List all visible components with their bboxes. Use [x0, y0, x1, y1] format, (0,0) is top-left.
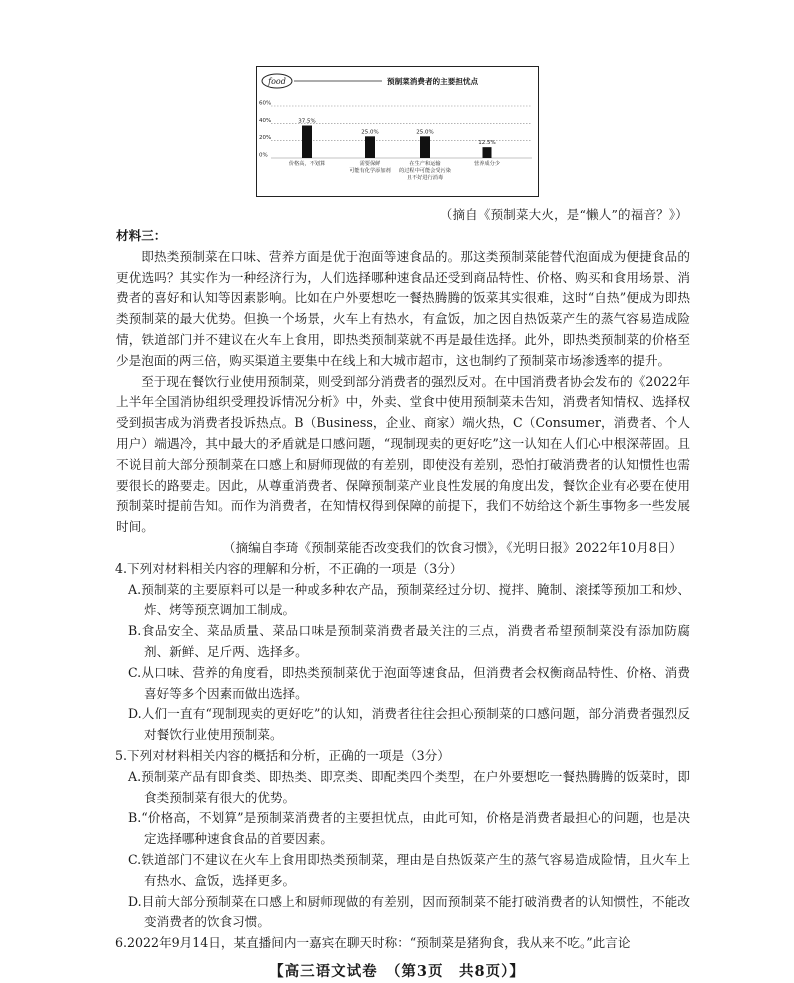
- category-label: 营养成分少: [474, 161, 500, 167]
- bar: [302, 126, 312, 159]
- y-tick-label: 40%: [259, 117, 272, 124]
- bar-chart: [257, 67, 540, 198]
- category-label: 需要保鲜: [359, 161, 381, 167]
- food-logo-text: food: [268, 77, 286, 86]
- chart-caption: （摘自《预制菜大火，是“懒人”的福音？》）: [439, 207, 688, 222]
- question-5-stem: 5.下列对材料相关内容的概括和分析，正确的一项是（3分）: [115, 747, 450, 763]
- question-5-option-d: D.目前大部分预制菜在口感上和厨师现做的有差别，因而预制菜不能打破消费者的认知惯性，不能改变消费者的饮食习惯。: [128, 893, 690, 930]
- bar-value-label: 12.5%: [478, 140, 496, 147]
- bar-value-label: 37.5%: [298, 118, 316, 125]
- material3-heading: 材料三：: [116, 228, 167, 243]
- bar-value-label: 25.0%: [416, 129, 434, 136]
- category-label: 可能有化学添加剂: [349, 168, 391, 174]
- y-tick-label: 20%: [259, 135, 272, 142]
- category-label: 的过程中可能会受污染: [399, 168, 451, 174]
- chart-title: 预制菜消费者的主要担忧点: [387, 77, 479, 86]
- question-5-option-c: C.铁道部门不建议在火车上食用即热类预制菜，理由是自热饭菜产生的蒸气容易造成险情，且火车上有热水、盒饭，选择更多。: [128, 851, 690, 888]
- bar: [420, 136, 430, 158]
- question-4-option-d: D.人们一直有“现制现卖的更好吃”的认知，消费者往往会担心预制菜的口感问题，部分消费者强烈反对餐饮行业使用预制菜。: [128, 706, 690, 743]
- material3-paragraph: 至于现在餐饮行业使用预制菜，则受到部分消费者的强烈反对。在中国消费者协会发布的《2022年上半年全国消协组织受理投诉情况分析》中，外卖、堂食中使用预制菜未告知，消费者知情权、选择权受到损害成为消费者投诉热点。B（Business，企业、商家）端火热，C（Consumer，消费者、个人用户）端遇冷，其中最大的矛盾就是口感问题，“现制现卖的更好吃”这一认知在人们心中根深蒂固。且不说目前大部分预制菜在口感上和厨师现做的有差别，即使没有差别，恐怕打破消费者的认知惯性也需要很长的路要走。因此，从尊重消费者、保障预制菜产业良性发展的角度出发，餐饮企业有必要在使用预制菜时提前告知。而作为消费者，在知情权得到保障的前提下，我们不妨给这个新生事物多一些发展时间。: [116, 373, 690, 535]
- material3-source: （摘编自李琦《预制菜能否改变我们的饮食习惯》，《光明日报》2022年10月8日）: [222, 539, 682, 555]
- question-5-option-b: B.“价格高，不划算”是预制菜消费者的主要担忧点，由此可知，价格是消费者最担心的问题，也是决定选择哪种速食食品的首要因素。: [128, 810, 690, 847]
- y-tick-label: 60%: [259, 100, 272, 107]
- category-label: 在生产和运输: [409, 161, 441, 167]
- category-label: 且不好进行消毒: [406, 175, 444, 181]
- question-4-stem: 4.下列对材料相关内容的理解和分析，不正确的一项是（3分）: [115, 560, 463, 576]
- question-5-option-a: A.预制菜产品有即食类、即热类、即烹类、即配类四个类型，在户外要想吃一餐热腾腾的饭菜时，即食类预制菜有很大的优势。: [128, 768, 690, 805]
- bar: [483, 147, 492, 158]
- question-4-option-b: B.食品安全、菜品质量、菜品口味是预制菜消费者最关注的三点，消费者希望预制菜没有添加防腐剂、新鲜、足斤两、选择多。: [128, 623, 690, 659]
- category-label: 价格高，不划算: [288, 161, 326, 167]
- chart-figure: [256, 66, 539, 197]
- question-4-option-c: C.从口味、营养的角度看，即热类预制菜优于泡面等速食品，但消费者会权衡商品特性、价格、消费喜好等多个因素而做出选择。: [128, 664, 690, 701]
- question-6-stem: 6.2022年9月14日，某直播间内一嘉宾在聊天时称：“预制菜是猪狗食，我从来不吃。”此言论: [115, 935, 631, 951]
- bar-value-label: 25.0%: [361, 129, 379, 136]
- bar: [365, 136, 375, 158]
- page-footer: 【高三语文试卷 （第3页 共8页）】: [269, 963, 525, 980]
- main-content: [116, 226, 690, 954]
- y-tick-label: 0%: [259, 152, 268, 159]
- material3-paragraph: 即热类预制菜在口味、营养方面是优于泡面等速食品的。那这类预制菜能替代泡面成为便捷食品的更优选吗？其实作为一种经济行为，人们选择哪种速食品还受到商品特性、价格、购买和食用场景、消费者的喜好和认知等因素影响。比如在户外要想吃一餐热腾腾的饭菜其实很难，这时“自热”便成为即热类预制菜的最大优势。但换一个场景，火车上有热水，有盒饭，加之因自热饭菜产生的蒸气容易造成险情，铁道部门并不建议在火车上食用，即热类预制菜就不再是最佳选择。此外，即热类预制菜的价格至少是泡面的两三倍，购买渠道主要集中在线上和大城市超市，这也制约了预制菜市场渗透率的提升。: [116, 248, 690, 368]
- question-4-option-a: A.预制菜的主要原料可以是一种或多种农产品，预制菜经过分切、搅拌、腌制、滚揉等预加工和炒、炸、烤等预烹调加工制成。: [128, 581, 690, 618]
